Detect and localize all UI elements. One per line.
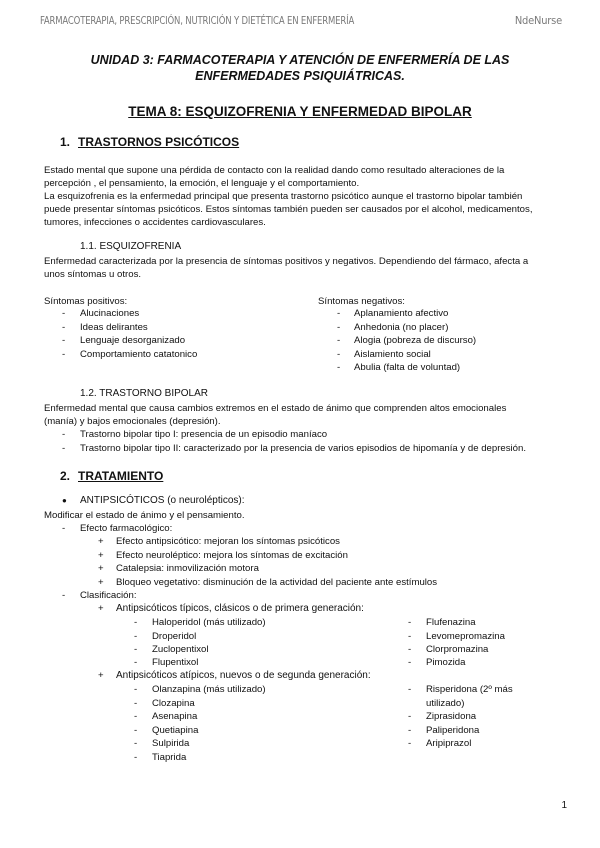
drug-item: Flupentixol — [152, 657, 199, 668]
dash-marker: - — [408, 725, 412, 736]
sub1-title: 1.1. ESQUIZOFRENIA — [80, 241, 182, 252]
atypical-label: Antipsicóticos atípicos, nuevos o de segunda generación: — [116, 670, 371, 681]
intro-line: percepción , el pensamiento, la emoción, el lenguaje y el comportamiento. — [44, 178, 360, 189]
drug-item: Levomepromazina — [426, 631, 505, 642]
list-item: Aplanamiento afectivo — [354, 308, 449, 319]
list-item: Comportamiento catatonico — [80, 349, 198, 360]
list-item: Anhedonia (no placer) — [354, 322, 449, 333]
page-number: 1 — [561, 800, 567, 811]
dash-marker: - — [408, 631, 412, 642]
dash-marker: - — [134, 657, 138, 668]
negative-symptoms-label: Síntomas negativos: — [318, 296, 405, 307]
bullet-dot-marker: ● — [62, 496, 67, 505]
drug-item: Zuclopentixol — [152, 644, 209, 655]
list-item: Aislamiento social — [354, 349, 431, 360]
dash-marker: - — [408, 644, 412, 655]
effect-label: Efecto farmacológico: — [80, 523, 173, 534]
dash-marker: - — [337, 322, 341, 333]
section1-number: 1. — [60, 135, 71, 149]
dash-marker: - — [62, 590, 66, 601]
section1-title: TRASTORNOS PSICÓTICOS — [78, 135, 240, 149]
drug-item: Aripiprazol — [426, 738, 472, 749]
plus-marker: + — [98, 577, 104, 588]
dash-marker: - — [134, 738, 138, 749]
dash-marker: - — [62, 429, 66, 440]
list-item: Alogia (pobreza de discurso) — [354, 335, 477, 346]
drug-item-continuation: utilizado) — [426, 698, 465, 709]
list-item: Alucinaciones — [80, 308, 140, 319]
unit-title-line1: UNIDAD 3: FARMACOTERAPIA Y ATENCIÓN DE ENFERMERÍA DE LAS — [90, 53, 510, 67]
intro-line: tumores, infecciones o accidentes cardiovasculares. — [44, 217, 266, 228]
tema-title: TEMA 8: ESQUIZOFRENIA Y ENFERMEDAD BIPOLAR — [128, 104, 472, 119]
list-item: Catalepsia: inmovilización motora — [116, 563, 259, 574]
drug-item: Risperidona (2º más — [426, 684, 513, 695]
plus-marker: + — [98, 550, 104, 561]
desc-line: Enfermedad caracterizada por la presencia de síntomas positivos y negativos. Dependiendo del fármaco, afecta a — [44, 256, 529, 267]
sub2-title: 1.2. TRASTORNO BIPOLAR — [80, 388, 209, 399]
intro-line: Estado mental que supone una pérdida de contacto con la realidad dando como resultado alteraciones de la — [44, 165, 505, 176]
list-item: Trastorno bipolar tipo II: caracterizado por la presencia de varios episodios de hipomanía y de depresión. — [80, 443, 527, 454]
plus-marker: + — [98, 670, 104, 681]
dash-marker: - — [62, 443, 66, 454]
antipsychotics-heading: ANTIPSICÓTICOS (o neurolépticos): — [80, 495, 245, 506]
dash-marker: - — [408, 684, 412, 695]
dash-marker: - — [408, 711, 412, 722]
list-item: Bloqueo vegetativo: disminución de la actividad del paciente ante estímulos — [116, 577, 438, 588]
desc-line: (manía) y bajos emocionales (depresión). — [44, 416, 221, 427]
dash-marker: - — [408, 657, 412, 668]
list-item: Lenguaje desorganizado — [80, 335, 186, 346]
dash-marker: - — [134, 711, 138, 722]
list-item: Efecto neuroléptico: mejora los síntomas de excitación — [116, 550, 348, 561]
dash-marker: - — [134, 684, 138, 695]
section2-title: TRATAMIENTO — [78, 469, 164, 483]
section2-number: 2. — [60, 469, 71, 483]
desc-line: unos síntomas u otros. — [44, 269, 142, 280]
dash-marker: - — [62, 349, 66, 360]
plus-marker: + — [98, 603, 104, 614]
classification-label: Clasificación: — [80, 590, 137, 601]
drug-item: Asenapina — [152, 711, 198, 722]
list-item: Efecto antipsicótico: mejoran los síntomas psicóticos — [116, 536, 340, 547]
desc-line: Enfermedad mental que causa cambios extremos en el estado de ánimo que comprenden altos emocionales — [44, 403, 507, 414]
dash-marker: - — [62, 335, 66, 346]
dash-marker: - — [337, 349, 341, 360]
drug-item: Tiaprida — [152, 752, 187, 763]
plus-marker: + — [98, 563, 104, 574]
dash-marker: - — [62, 523, 66, 534]
intro-line: La esquizofrenia es la enfermedad principal que presenta trastorno psicótico aunque el trastorno bipolar también — [44, 191, 523, 202]
dash-marker: - — [134, 752, 138, 763]
unit-title — [0, 52, 600, 84]
dash-marker: - — [337, 308, 341, 319]
list-item: Ideas delirantes — [80, 322, 148, 333]
drug-item: Haloperidol (más utilizado) — [152, 617, 266, 628]
intro-line: puede presentar síntomas psicóticos. Estos síntomas también pueden ser causados por el alcohol, medicamentos, — [44, 204, 533, 215]
drug-item: Clorpromazina — [426, 644, 489, 655]
typical-label: Antipsicóticos típicos, clásicos o de primera generación: — [116, 603, 364, 614]
dash-marker: - — [134, 725, 138, 736]
dash-marker: - — [134, 631, 138, 642]
running-header-author: NdeNurse — [514, 14, 562, 27]
drug-item: Quetiapina — [152, 725, 199, 736]
dash-marker: - — [134, 617, 138, 628]
list-item: Abulia (falta de voluntad) — [354, 362, 461, 373]
dash-marker: - — [408, 738, 412, 749]
positive-symptoms-label: Síntomas positivos: — [44, 296, 128, 307]
dash-marker: - — [337, 335, 341, 346]
drug-item: Paliperidona — [426, 725, 480, 736]
drug-item: Ziprasidona — [426, 711, 477, 722]
plus-marker: + — [98, 536, 104, 547]
dash-marker: - — [134, 698, 138, 709]
dash-marker: - — [134, 644, 138, 655]
drug-item: Flufenazina — [426, 617, 476, 628]
dash-marker: - — [62, 308, 66, 319]
drug-item: Olanzapina (más utilizado) — [152, 684, 266, 695]
drug-item: Pimozida — [426, 657, 466, 668]
dash-marker: - — [408, 617, 412, 628]
sub1-desc — [44, 255, 528, 281]
running-header-title: FARMACOTERAPIA, PRESCRIPCIÓN, NUTRICIÓN Y DIETÉTICA EN ENFERMERÍA — [40, 14, 355, 27]
drug-item: Droperidol — [152, 631, 197, 642]
unit-title-line2: ENFERMEDADES PSIQUIÁTRICAS. — [195, 69, 405, 83]
dash-marker: - — [62, 322, 66, 333]
sub2-desc — [44, 402, 506, 428]
drug-item: Clozapina — [152, 698, 195, 709]
dash-marker: - — [337, 362, 341, 373]
antipsychotics-desc: Modificar el estado de ánimo y el pensamiento. — [44, 510, 245, 521]
list-item: Trastorno bipolar tipo I: presencia de un episodio maníaco — [80, 429, 328, 440]
drug-item: Sulpirida — [152, 738, 190, 749]
section1-intro — [44, 164, 532, 229]
